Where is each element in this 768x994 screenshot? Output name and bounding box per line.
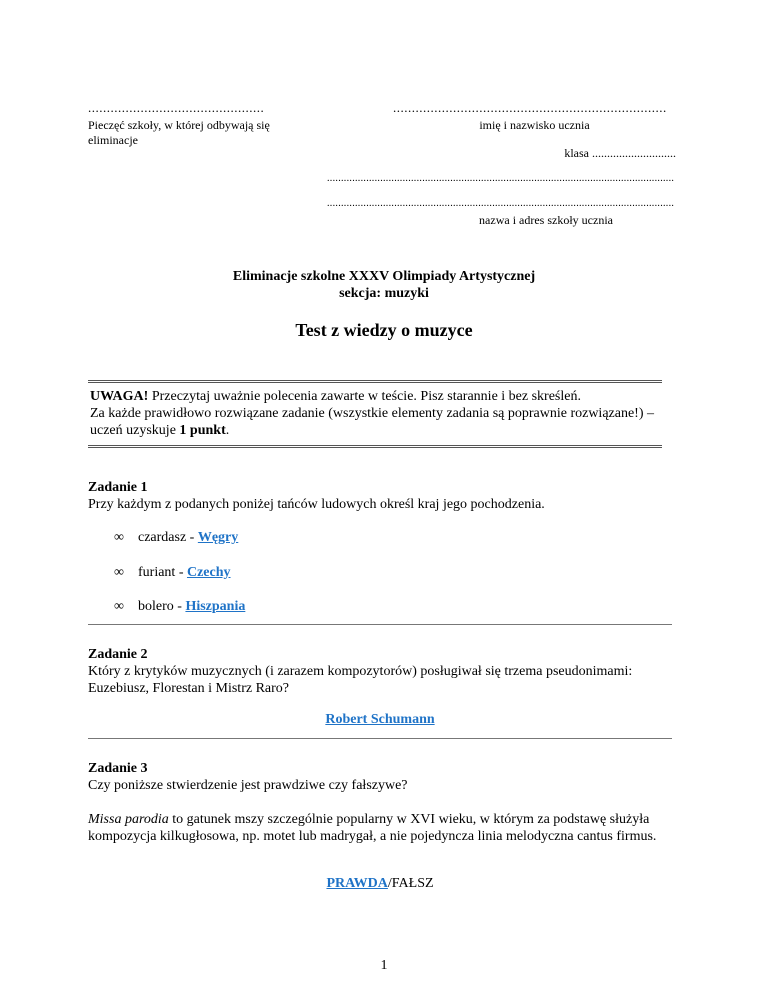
task-3-statement: [88, 811, 672, 845]
dance-name: czardasz -: [138, 530, 198, 545]
notice-end: .: [225, 423, 230, 438]
dance-answer: Czechy: [186, 565, 231, 580]
answer-separator: /: [387, 876, 392, 891]
school-address-label-wrap: [327, 213, 676, 228]
student-name-label: imię i nazwisko ucznia: [479, 118, 590, 132]
task-1-title: Zadanie 1: [88, 480, 148, 495]
notice-text-2: Za każde prawidłowo rozwiązane zadanie (wszystkie elementy zadania są poprawnie rozwiązane!) – uczeń uzyskuje: [90, 406, 654, 438]
answer-true: PRAWDA: [326, 876, 388, 891]
task-1-item: [114, 598, 245, 615]
section-title: sekcja: muzyki: [339, 286, 429, 301]
task-2-question: Który z krytyków muzycznych (i zarazem kompozytorów) posługiwał się trzema pseudonimami: Euzebiusz, Florestan i Mistrz Raro?: [88, 664, 633, 696]
answer-false: FAŁSZ: [391, 876, 434, 891]
task-3-question: Czy poniższe stwierdzenie jest prawdziwe czy fałszywe?: [88, 778, 408, 793]
school-stamp-dotted-line: ...............................................: [88, 100, 265, 115]
notice-label: UWAGA!: [90, 389, 149, 404]
infinity-bullet-icon: ∞: [114, 530, 124, 545]
school-address-label: nazwa i adres szkoły ucznia: [479, 213, 613, 227]
dance-name: bolero -: [138, 599, 186, 614]
task-2-title: Zadanie 2: [88, 647, 148, 662]
task-1-item: [114, 529, 238, 546]
task-3-statement-text: to gatunek mszy szczególnie popularny w XVI wieku, w którym za podstawę służyła kompozycja kilkugłosowa, np. motet lub madrygał, a nie pojedyncza linia melodyczna cantus firmus.: [88, 812, 657, 844]
divider: [88, 624, 672, 625]
divider: [88, 738, 672, 739]
task-3-term: Missa parodia: [88, 812, 169, 827]
task-3-title: Zadanie 3: [88, 761, 148, 776]
infinity-bullet-icon: ∞: [114, 599, 124, 614]
dance-name: furiant -: [138, 565, 187, 580]
page-number: 1: [380, 958, 388, 973]
task-1-question: Przy każdym z podanych poniżej tańców ludowych określ kraj jego pochodzenia.: [88, 497, 545, 512]
task-2-answer-wrap: [88, 711, 672, 728]
student-name-dotted-line: .........................................................................: [393, 100, 667, 115]
class-label: klasa ............................: [564, 146, 676, 160]
school-address-line-2: ............................................................................................................................: [327, 198, 675, 209]
notice-text-1: Przeczytaj uważnie polecenia zawarte w teście. Pisz starannie i bez skreśleń.: [148, 389, 581, 404]
school-address-line-1: ............................................................................................................................: [327, 173, 675, 184]
dance-answer: Węgry: [197, 530, 239, 545]
school-stamp-label: Pieczęć szkoły, w której odbywają się eliminacje: [88, 118, 270, 147]
notice-box: [88, 380, 662, 448]
dance-answer: Hiszpania: [185, 599, 246, 614]
infinity-bullet-icon: ∞: [114, 565, 124, 580]
task-1-item: [114, 564, 231, 581]
task-2-answer: Robert Schumann: [325, 712, 435, 727]
olympiad-title: Eliminacje szkolne XXXV Olimpiady Artystycznej: [232, 269, 536, 284]
test-title: Test z wiedzy o muzyce: [295, 320, 473, 340]
task-3-answer: [88, 875, 672, 892]
notice-points: 1 punkt: [179, 423, 226, 438]
